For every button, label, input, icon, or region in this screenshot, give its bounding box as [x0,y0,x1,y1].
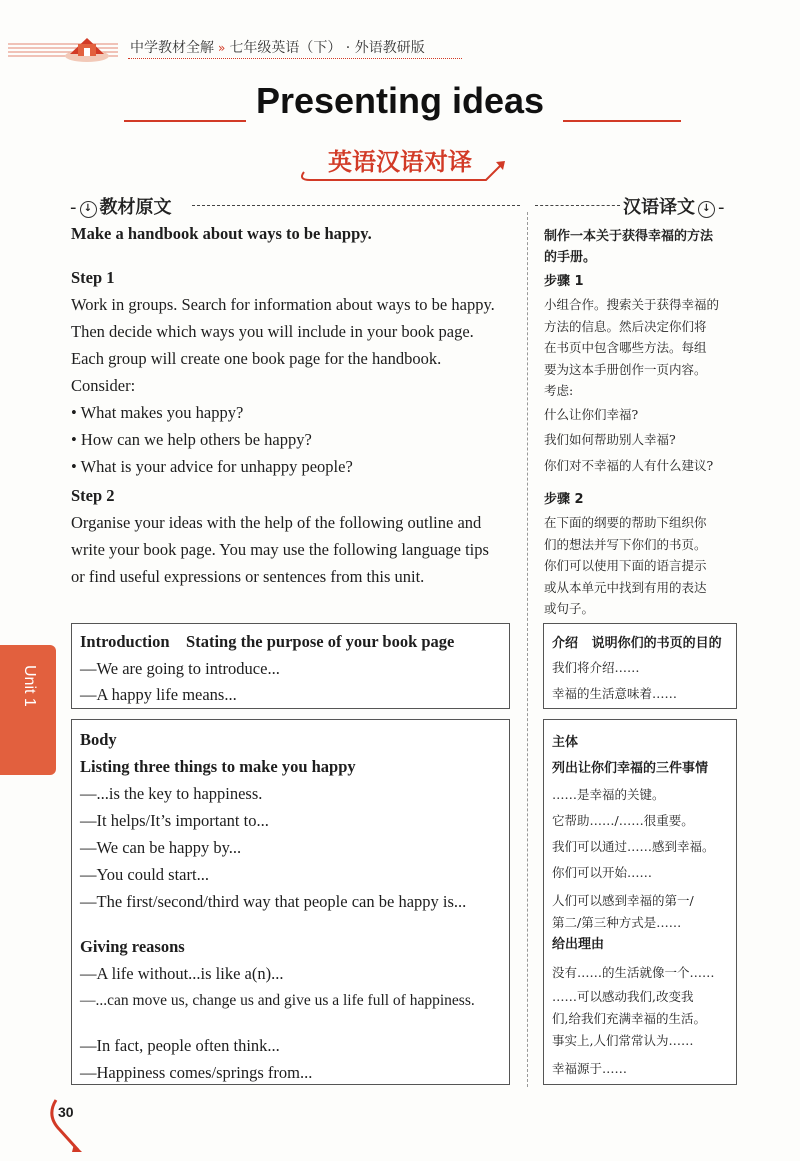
text-line: —A happy life means... [80,685,237,704]
zh-step1-text [544,294,719,476]
text-line: 在书页中包含哪些方法。每组 [544,340,707,355]
text-line: 我们可以通过……感到幸福。 [552,839,715,854]
zh-step2-text [544,512,707,620]
en-introduction-box [71,623,510,709]
en-step2-title: Step 2 [71,486,115,505]
bullet-item: • How can we help others be happy? [71,430,312,449]
subtitle-text: 英语汉语对译 [328,148,472,176]
header-grade: 七年级英语（下） [229,40,342,56]
text-line: 我们将介绍…… [552,660,640,675]
en-body-heading: Body [80,730,117,749]
header-publisher: 外语教研版 [354,40,425,56]
text-line: 或从本单元中找到有用的表达 [544,579,707,595]
text-line: 第二/第三种方式是…… [552,915,682,930]
text-line: 你们可以开始…… [552,865,653,880]
en-body-box [71,719,510,1085]
unit-side-tab [0,645,56,775]
text-line: 制作一本关于获得幸福的方法 [544,229,714,244]
text-line: Each group will create one book page for the handbook. [71,349,442,368]
text-line: 的手册。 [544,250,597,265]
zh-body-subheading-1: 列出让你们幸福的三件事情 [552,761,709,776]
zh-intro-box-heading: 介绍 说明你们的书页的目的 [552,636,722,651]
text-line: 在下面的纲要的帮助下组织你 [544,515,707,530]
text-line: 方法的信息。然后决定你们将 [544,318,707,334]
text-line: —A life without...is like a(n)... [80,964,284,983]
en-step2-text [71,509,489,590]
text-line: 幸福的生活意味着…… [552,686,678,701]
text-line: ……可以感动我们,改变我 [552,989,694,1004]
book-logo-icon [62,28,112,64]
text-line: Then decide which ways you will include in your book page. [71,322,474,341]
zh-step1-title: 步骤 1 [544,274,584,289]
arrow-down-icon: ↓ [80,201,97,218]
text-line: —In fact, people often think... [80,1036,280,1055]
zh-step2-title: 步骤 2 [544,492,584,507]
text-line: —...can move us, change us and give us a life full of happiness. [80,992,475,1009]
en-body-subheading-1: Listing three things to make you happy [80,757,356,776]
zh-body-subheading-2: 给出理由 [552,937,605,952]
header-title: 中学教材全解 » 七年级英语（下） · 外语教研版 [130,40,425,56]
text-line: 们的想法并写下你们的书页。 [544,536,707,552]
bullet-item: 我们如何帮助别人幸福? [544,432,676,447]
text-line: —...is the key to happiness. [80,784,263,803]
zh-body-heading: 主体 [552,735,579,750]
en-body-subheading-2: Giving reasons [80,937,185,956]
text-line: Consider: [71,376,136,395]
text-line: —It helps/It’s important to... [80,811,269,830]
text-line: —Happiness comes/springs from... [80,1063,313,1082]
text-line: 没有……的生活就像一个…… [552,965,715,980]
arrow-down-icon: ↓ [698,201,715,218]
zh-body-box [543,719,737,1085]
bullet-item: • What makes you happy? [71,403,244,422]
translation-heading: 汉语译文 ↓ - [623,197,725,218]
page-number: 30 [58,1104,74,1120]
text-line: write your book page. You may use the following language tips [71,540,489,559]
text-line: —The first/second/third way that people can be happy is... [80,892,467,911]
page-title: Presenting ideas [255,80,545,121]
unit-label: Unit 1 [21,665,38,707]
text-line: 考虑: [544,383,574,398]
bullet-item: • What is your advice for unhappy people? [71,457,353,476]
bullet-item: 什么让你们幸福? [544,406,639,422]
text-line: —You could start... [80,865,209,884]
text-line: Work in groups. Search for information about ways to be happy. [71,295,495,314]
header-book: 中学教材全解 [130,40,214,56]
heading-divider-left [192,205,520,206]
bullet-item: 你们对不幸福的人有什么建议? [544,457,714,473]
column-divider [527,212,528,1087]
text-line: 小组合作。搜索关于获得幸福的 [544,297,720,312]
heading-divider-right [535,205,620,206]
en-intro-box-heading: Introduction Stating the purpose of your book page [80,632,455,651]
subtitle-underline [296,160,510,184]
en-step1-text [71,291,495,480]
text-line: —We are going to introduce... [80,659,280,678]
text-line: ……是幸福的关键。 [552,787,665,802]
text-line: 事实上,人们常常认为…… [552,1033,694,1048]
text-line: 们,给我们充满幸福的生活。 [552,1011,706,1026]
text-line: 或句子。 [544,601,595,616]
text-line: 你们可以使用下面的语言提示 [544,558,707,573]
text-line: 要为这本手册创作一页内容。 [544,361,707,377]
en-step1-title: Step 1 [71,268,115,287]
zh-introduction-box [543,623,737,709]
text-line: —We can be happy by... [80,838,242,857]
header-divider [128,58,462,59]
text-line: 人们可以感到幸福的第一/ [552,893,694,908]
original-text-heading: - ↓ 教材原文 [70,197,172,218]
zh-intro [544,226,713,268]
text-line: 幸福源于…… [552,1061,628,1076]
text-line: or find useful expressions or sentences from this unit. [71,567,425,586]
text-line: 它帮助……/……很重要。 [552,813,694,828]
text-line: Organise your ideas with the help of the following outline and [71,513,482,532]
en-intro: Make a handbook about ways to be happy. [71,224,372,243]
